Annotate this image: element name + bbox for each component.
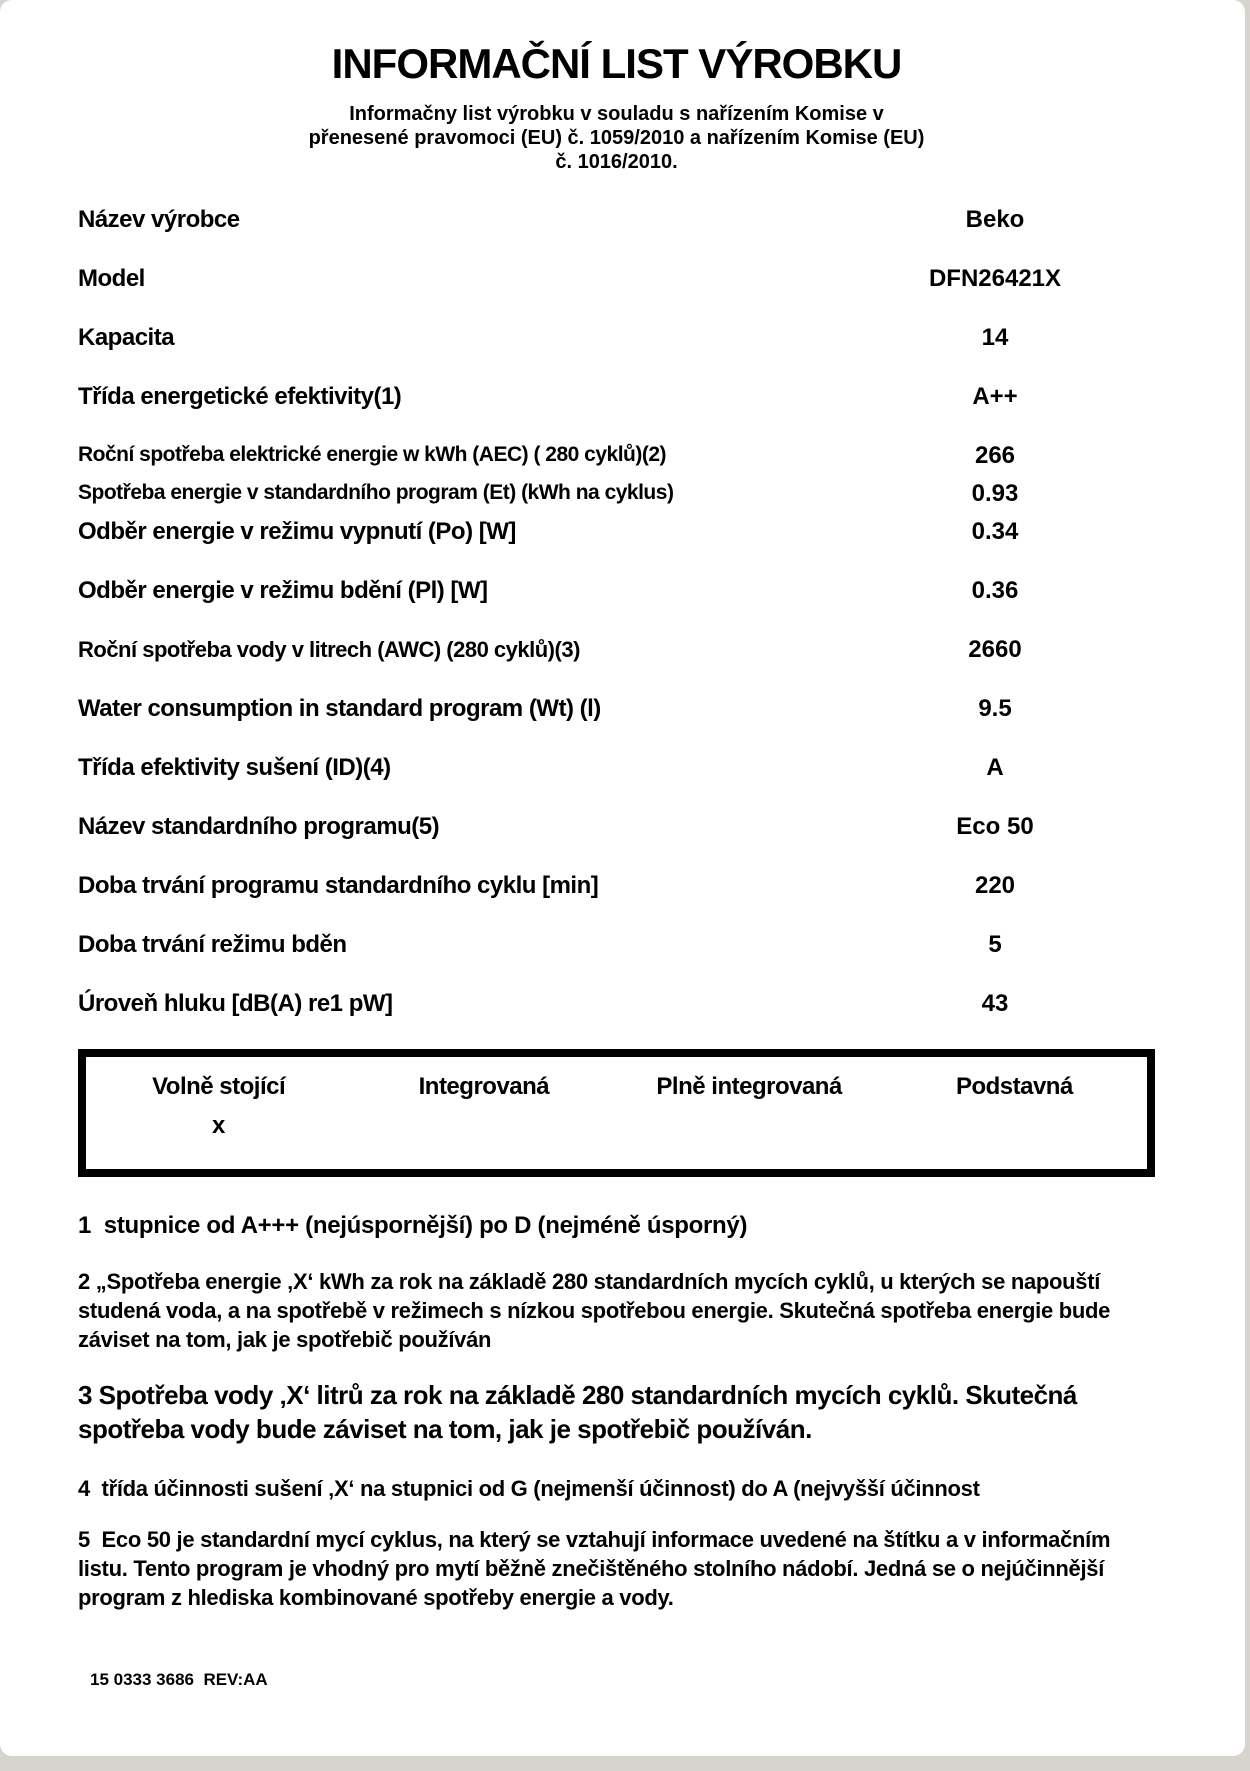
spec-value: A <box>986 754 1004 781</box>
spec-row-annual-water <box>78 636 1155 664</box>
spec-value: 43 <box>981 990 1009 1017</box>
document-code: 15 0333 3686 REV:AA <box>90 1670 268 1689</box>
footnote-4-drying-scale: 4 třída účinnosti sušení ‚X‘ na stupnici od G (nejmenší účinnost) do A (nejvyšší účinnost <box>78 1476 980 1501</box>
installation-mark-freestanding: x <box>211 1112 226 1139</box>
spec-table <box>78 206 1155 1018</box>
spec-row-drying-class <box>78 754 1155 782</box>
spec-row-energy-class <box>78 383 1155 411</box>
spec-label: Model <box>78 265 145 292</box>
spec-label: Roční spotřeba vody v litrech (AWC) (280 cyklů)(3) <box>78 637 580 662</box>
spec-value: A++ <box>972 383 1018 410</box>
spec-row-standby-power <box>78 577 1155 605</box>
installation-mark-row <box>86 1113 1147 1139</box>
spec-row-water-consumption <box>78 695 1155 723</box>
installation-column-builtin: Integrovaná <box>418 1073 550 1100</box>
installation-mark-undercounter <box>882 1113 1147 1139</box>
footnote-1-energy-scale: 1 stupnice od A+++ (nejúspornější) po D (nejméně úsporný) <box>78 1212 748 1239</box>
spec-label: Odběr energie v režimu bdění (Pl) [W] <box>78 577 488 604</box>
installation-column-undercounter: Podstavná <box>955 1073 1073 1100</box>
spec-row-noise-level <box>78 990 1155 1018</box>
installation-column-fully-integrated: Plně integrovaná <box>656 1073 842 1100</box>
spec-value: 5 <box>988 931 1002 958</box>
spec-row-standard-program <box>78 813 1155 841</box>
footnote-3-water-consumption: 3 Spotřeba vody ‚X‘ litrů za rok na základě 280 standardních mycích cyklů. Skutečná spotřeba vody bude záviset na tom, jak je spotřebič používán. <box>78 1380 1084 1444</box>
spec-value: 0.93 <box>971 480 1019 507</box>
spec-row-cycle-energy <box>78 480 1155 508</box>
footnote-2-energy-consumption: 2 „Spotřeba energie ‚X‘ kWh za rok na základě 280 standardních mycích cyklů, u kterých se napouští studená voda, a na spotřebě v režimech s nízkou spotřebou energie. Skutečná spotřeba energie bude záviset na tom, jak je spotřebič používán <box>78 1269 1116 1352</box>
spec-row-annual-energy <box>78 442 1155 470</box>
spec-label: Třída efektivity sušení (ID)(4) <box>78 754 391 781</box>
spec-row-program-duration <box>78 872 1155 900</box>
subtitle-line: Informačny list výrobku v souladu s nařízením Komise v <box>349 103 884 125</box>
spec-row-model <box>78 265 1155 293</box>
spec-value: 9.5 <box>978 695 1012 722</box>
spec-label: Doba trvání programu standardního cyklu [min] <box>78 872 599 899</box>
page-subtitle <box>78 102 1155 174</box>
spec-label: Roční spotřeba elektrické energie w kWh (AEC) ( 280 cyklů)(2) <box>78 443 667 466</box>
spec-label: Doba trvání režimu bděn <box>78 931 347 958</box>
spec-row-capacity <box>78 324 1155 352</box>
spec-value: 0.36 <box>971 577 1019 604</box>
spec-value: 0.34 <box>971 518 1019 545</box>
subtitle-line: č. 1016/2010. <box>555 151 678 173</box>
spec-value: Beko <box>965 206 1025 233</box>
footnote-5-eco-program: 5 Eco 50 je standardní mycí cyklus, na který se vztahují informace uvedené na štítku a v informačním listu. Tento program je vhodný pro mytí běžně znečištěného stolního nádobí. Jedná se o nejúčinnější program z hlediska kombinované spotřeby energie a vody. <box>78 1527 1117 1610</box>
installation-mark-fully-integrated <box>617 1113 882 1139</box>
subtitle-line: přenesené pravomoci (EU) č. 1059/2010 a nařízením Komise (EU) <box>308 127 925 149</box>
spec-value: Eco 50 <box>956 813 1034 840</box>
spec-value: 266 <box>974 442 1016 469</box>
spec-label: Název standardního programu(5) <box>78 813 440 840</box>
spec-label: Název výrobce <box>78 206 240 233</box>
spec-label: Spotřeba energie v standardního program (Et) (kWh na cyklus) <box>78 481 674 504</box>
installation-type-table <box>78 1049 1155 1177</box>
spec-value: 14 <box>981 324 1009 351</box>
spec-row-off-mode-power <box>78 518 1155 546</box>
page-title: INFORMAČNÍ LIST VÝROBKU <box>331 40 902 87</box>
spec-value: DFN26421X <box>928 265 1062 292</box>
spec-value: 2660 <box>968 636 1022 663</box>
installation-mark-builtin <box>351 1113 616 1139</box>
spec-value: 220 <box>974 872 1016 899</box>
spec-label: Třída energetické efektivity(1) <box>78 383 402 410</box>
installation-column-freestanding: Volně stojící <box>152 1073 286 1100</box>
installation-header-row <box>86 1073 1147 1101</box>
spec-label: Odběr energie v režimu vypnutí (Po) [W] <box>78 518 516 545</box>
spec-label: Úroveň hluku [dB(A) re1 pW] <box>78 990 393 1017</box>
spec-label: Water consumption in standard program (Wt) (l) <box>78 695 601 722</box>
spec-label: Kapacita <box>78 324 175 351</box>
spec-row-manufacturer <box>78 206 1155 234</box>
spec-row-standby-duration <box>78 931 1155 959</box>
